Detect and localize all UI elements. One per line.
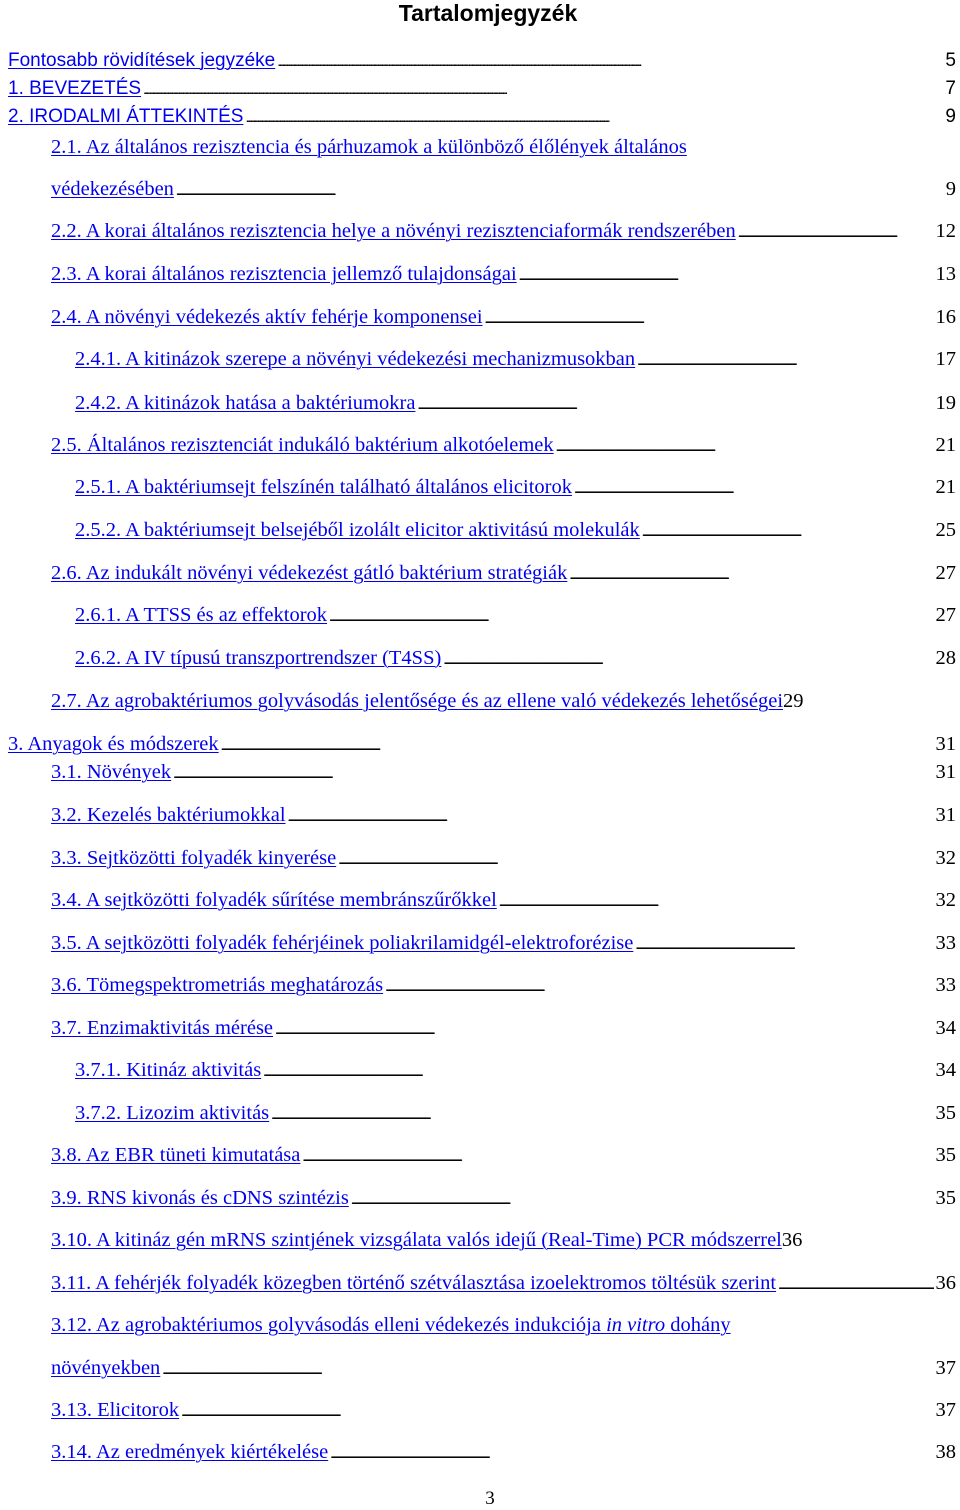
dot-leader <box>302 1142 933 1168</box>
dot-leader <box>277 48 943 74</box>
toc-page-number: 31 <box>935 733 956 755</box>
toc-page-number: 21 <box>935 476 956 498</box>
toc-entry-link[interactable]: védekezésében <box>51 178 174 200</box>
page-number-footer: 3 <box>485 1488 495 1509</box>
toc-entry[interactable] <box>51 134 956 160</box>
toc-entry-link[interactable]: 2.6.1. A TTSS és az effektorok <box>75 604 328 626</box>
toc-entry-link[interactable]: 1. BEVEZETÉS <box>8 78 142 99</box>
toc-entry[interactable] <box>51 1397 956 1423</box>
toc-entry-link[interactable]: 2.5.2. A baktériumsejt belsejéből izolált elicitor aktivitású molekulák <box>75 519 640 541</box>
toc-page-number: 34 <box>935 1017 956 1039</box>
dot-leader <box>485 304 934 330</box>
page-title: Tartalomjegyzék <box>398 0 578 26</box>
toc-entry[interactable] <box>51 972 956 998</box>
toc-entry-link[interactable]: 3.7.1. Kitináz aktivitás <box>75 1059 262 1081</box>
toc-entry[interactable] <box>75 517 956 543</box>
toc-entry[interactable] <box>51 1142 956 1168</box>
toc-entry-link[interactable]: 2.1. Az általános rezisztencia és párhuzamok a különböző élőlények általános <box>51 136 687 158</box>
dot-leader <box>143 76 943 102</box>
toc-entry[interactable] <box>75 474 956 500</box>
toc-entry-link[interactable]: 3.11. A fehérjék folyadék közegben történő szétválasztása izoelektromos töltésük szerint <box>51 1272 777 1294</box>
toc-entry-link[interactable]: Fontosabb rövidítések jegyzéke <box>8 50 276 71</box>
toc-entry[interactable] <box>51 1312 956 1338</box>
toc-page-number: 35 <box>935 1187 956 1209</box>
dot-leader <box>271 1100 933 1126</box>
toc-page-number: 33 <box>935 932 956 954</box>
toc-entry[interactable] <box>8 76 956 102</box>
toc-entry[interactable] <box>51 261 956 287</box>
dot-leader <box>176 176 944 202</box>
toc-entry[interactable] <box>51 887 956 913</box>
toc-entry[interactable] <box>51 1015 956 1041</box>
toc-entry[interactable] <box>51 1355 956 1381</box>
toc-entry[interactable] <box>8 731 956 757</box>
toc-entry[interactable] <box>51 1270 956 1296</box>
toc-entry[interactable] <box>8 104 956 130</box>
dot-leader <box>443 645 933 671</box>
toc-entry-link[interactable] <box>51 1312 731 1338</box>
dot-leader <box>556 432 934 458</box>
toc-entry[interactable] <box>51 930 956 956</box>
toc-entry-text: dohány <box>665 1314 731 1336</box>
toc-entry-link[interactable]: 3. Anyagok és módszerek <box>8 733 219 755</box>
toc-entry-link[interactable]: 2.7. Az agrobaktériumos golyvásodás jelentősége és az ellene való védekezés lehetőségei <box>51 690 784 712</box>
toc-entry-link[interactable]: 2.3. A korai általános rezisztencia jellemző tulajdonságai <box>51 263 517 285</box>
toc-entry-link[interactable]: 3.6. Tömegspektrometriás meghatározás <box>51 974 384 996</box>
toc-page-number: 28 <box>935 647 956 669</box>
toc-entry-link[interactable]: 3.14. Az eredmények kiértékelése <box>51 1441 329 1463</box>
toc-entry[interactable] <box>51 759 956 785</box>
toc-page-number: 31 <box>935 804 956 826</box>
dot-leader <box>385 972 933 998</box>
toc-entry[interactable] <box>75 1057 956 1083</box>
dot-leader <box>637 346 933 372</box>
dot-leader <box>288 802 934 828</box>
dot-leader <box>173 759 933 785</box>
toc-entry-link[interactable]: 2.4.2. A kitinázok hatása a baktériumokra <box>75 392 416 414</box>
toc-entry-link[interactable]: 3.1. Növények <box>51 761 172 783</box>
toc-entry[interactable] <box>75 346 956 372</box>
toc-page-number: 32 <box>935 889 956 911</box>
toc-page-number: 27 <box>935 562 956 584</box>
dot-leader <box>330 1439 933 1465</box>
toc-entry[interactable] <box>51 845 956 871</box>
dot-leader <box>263 1057 933 1083</box>
toc-entry-link[interactable]: növényekben <box>51 1357 161 1379</box>
toc-entry[interactable] <box>75 602 956 628</box>
toc-entry-link[interactable]: 2.6. Az indukált növényi védekezést gátló baktérium stratégiák <box>51 562 568 584</box>
toc-entry[interactable] <box>75 645 956 671</box>
toc-page-number: 33 <box>935 974 956 996</box>
toc-entry[interactable] <box>8 48 956 74</box>
dot-leader <box>738 218 934 244</box>
toc-page-number: 36 <box>935 1272 956 1294</box>
toc-page-number: 19 <box>935 392 956 414</box>
toc-entry-link[interactable]: 3.7.2. Lizozim aktivitás <box>75 1102 270 1124</box>
toc-page-number: 16 <box>935 306 956 328</box>
dot-leader <box>181 1397 933 1423</box>
toc-entry[interactable] <box>51 304 956 330</box>
dot-leader <box>351 1185 934 1211</box>
dot-leader <box>569 560 933 586</box>
toc-entry-link[interactable]: 2.6.2. A IV típusú transzportrendszer (T4SS) <box>75 647 442 669</box>
toc-page-number: 9 <box>945 106 956 127</box>
dot-leader <box>221 731 934 757</box>
toc-entry-link[interactable]: 3.13. Elicitorok <box>51 1399 180 1421</box>
toc-entry-link[interactable]: 3.5. A sejtközötti folyadék fehérjéinek poliakrilamidgél-elektroforézise <box>51 932 634 954</box>
toc-entry[interactable] <box>51 432 956 458</box>
dot-leader <box>519 261 934 287</box>
dot-leader <box>574 474 934 500</box>
toc-entry-link[interactable]: 3.10. A kitináz gén mRNS szintjének vizsgálata valós idejű (Real-Time) PCR módszerrel <box>51 1229 782 1251</box>
toc-page-number: 25 <box>935 519 956 541</box>
toc-page-number: 37 <box>935 1399 956 1421</box>
toc-entry-link[interactable]: 3.2. Kezelés baktériumokkal <box>51 804 286 826</box>
dot-leader <box>635 930 933 956</box>
toc-entry[interactable] <box>51 1439 956 1465</box>
toc-entry-italic-text: in vitro <box>606 1314 666 1336</box>
toc-page-number: 31 <box>935 761 956 783</box>
toc-page-number: 27 <box>935 604 956 626</box>
dot-leader <box>275 1015 933 1041</box>
toc-entry[interactable] <box>75 390 956 416</box>
toc-entry-link[interactable]: 2.4.1. A kitinázok szerepe a növényi védekezési mechanizmusokban <box>75 348 636 370</box>
toc-page-number: 29 <box>783 690 804 712</box>
toc-page-number: 5 <box>945 50 956 71</box>
toc-entry-link[interactable]: 3.7. Enzimaktivitás mérése <box>51 1017 274 1039</box>
toc-page-number: 35 <box>935 1102 956 1124</box>
toc-entry-link[interactable]: 3.4. A sejtközötti folyadék sűrítése membránszűrőkkel <box>51 889 497 911</box>
toc-entry-link[interactable]: 2. IRODALMI ÁTTEKINTÉS <box>8 106 244 127</box>
toc-page-number: 9 <box>945 178 956 200</box>
dot-leader <box>245 104 943 130</box>
dot-leader <box>642 517 934 543</box>
toc-page-number: 21 <box>935 434 956 456</box>
toc-page-number: 35 <box>935 1144 956 1166</box>
toc-entry-text: 3.12. Az agrobaktériumos golyvásodás elleni védekezés indukciója <box>51 1314 607 1336</box>
dot-leader <box>162 1355 933 1381</box>
toc-entry[interactable] <box>51 218 956 244</box>
toc-entry[interactable] <box>51 688 956 714</box>
toc-entry-link[interactable]: 2.5. Általános rezisztenciát indukáló baktérium alkotóelemek <box>51 434 554 456</box>
dot-leader <box>499 887 934 913</box>
toc-entry-link[interactable]: 2.5.1. A baktériumsejt felszínén található általános elicitorok <box>75 476 572 498</box>
toc-entry[interactable] <box>51 1185 956 1211</box>
toc-entry-link[interactable]: 2.2. A korai általános rezisztencia helye a növényi rezisztenciaformák rendszerében <box>51 220 736 242</box>
toc-entry[interactable] <box>51 1227 956 1253</box>
toc-page-number: 37 <box>935 1357 956 1379</box>
dot-leader <box>778 1270 933 1296</box>
toc-entry[interactable] <box>75 1100 956 1126</box>
toc-entry-link[interactable]: 3.3. Sejtközötti folyadék kinyerése <box>51 847 337 869</box>
toc-page-number: 36 <box>781 1229 803 1251</box>
toc-page-number: 34 <box>935 1059 956 1081</box>
dot-leader <box>338 845 933 871</box>
toc-page-number: 17 <box>935 348 956 370</box>
toc-page-number: 38 <box>935 1441 956 1463</box>
toc-page-number: 13 <box>935 263 956 285</box>
toc-page-number: 12 <box>935 220 956 242</box>
toc-entry[interactable] <box>51 176 956 202</box>
toc-page-number: 32 <box>935 847 956 869</box>
toc-entry-link[interactable]: 2.4. A növényi védekezés aktív fehérje komponensei <box>51 306 483 328</box>
toc-entry[interactable] <box>51 802 956 828</box>
toc-entry[interactable] <box>51 560 956 586</box>
toc-entry-link[interactable]: 3.8. Az EBR tüneti kimutatása <box>51 1144 301 1166</box>
toc-entry-link[interactable]: 3.9. RNS kivonás és cDNS szintézis <box>51 1187 349 1209</box>
toc-page-number: 7 <box>945 78 956 99</box>
dot-leader <box>329 602 933 628</box>
dot-leader <box>417 390 933 416</box>
